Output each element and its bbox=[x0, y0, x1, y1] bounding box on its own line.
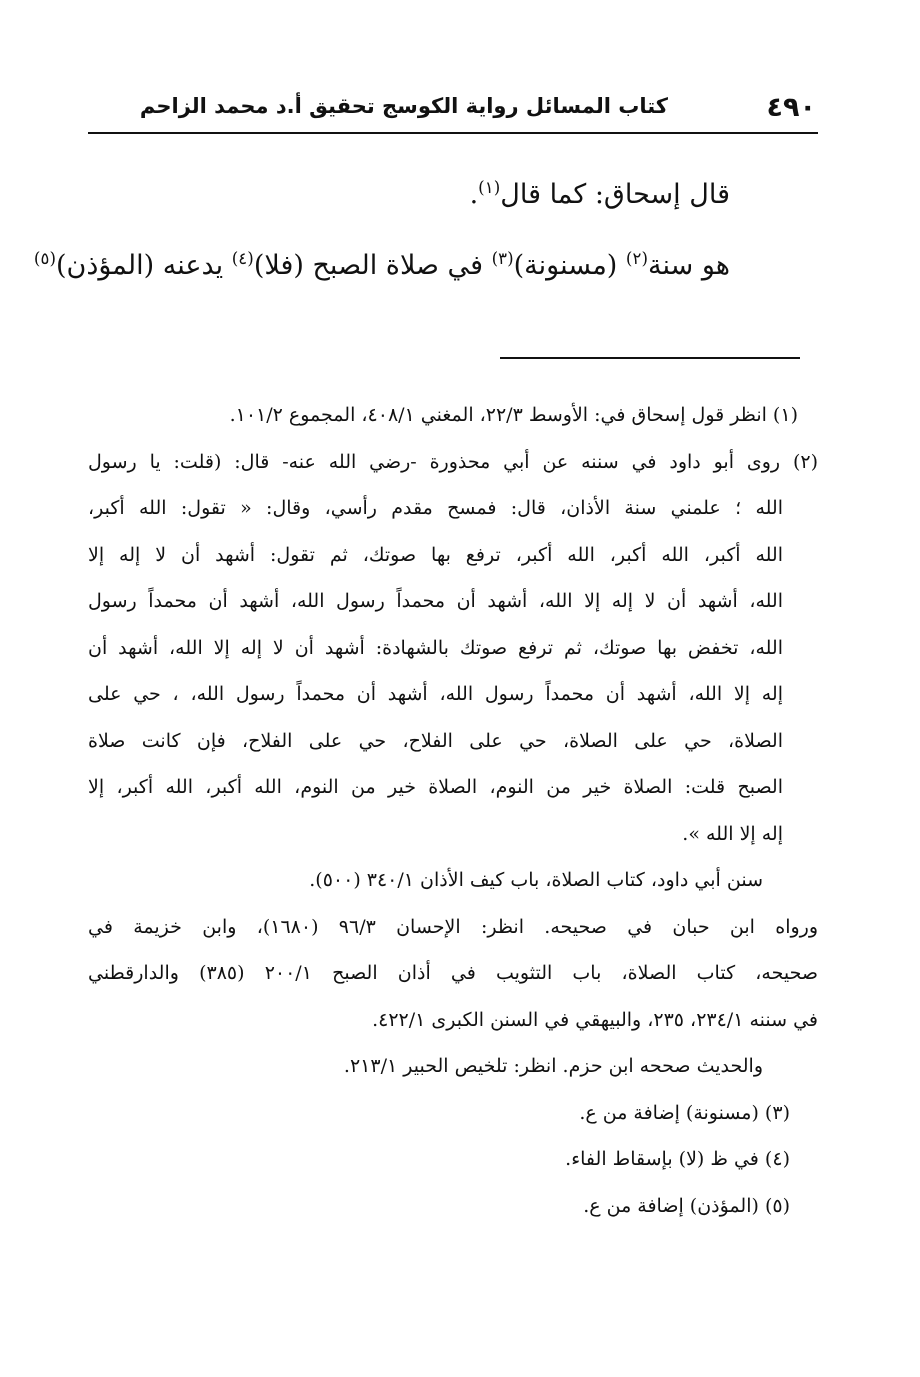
footnote-marker-5: (٥) bbox=[33, 248, 56, 268]
page-number: ٤٩٠ bbox=[766, 92, 816, 123]
footnote-marker-1: (١) bbox=[478, 177, 501, 197]
main-line-2-part-2: (مسنونة) bbox=[513, 250, 626, 281]
main-line-1-text: قال إسحاق: كما قال bbox=[500, 179, 730, 210]
main-line-1 bbox=[90, 176, 730, 214]
main-line-2-part-1: هو سنة bbox=[647, 250, 730, 281]
footnote-2-line: الله، تخفض بها صوتك، ثم ترفع صوتك بالشهادة: أشهد أن لا إله إلا الله، أشهد أن bbox=[88, 636, 783, 659]
footnotes bbox=[88, 392, 818, 1229]
footnote-2-line: الله أكبر، الله أكبر، الله أكبر، ترفع بها صوتك، ثم تقول: أشهد أن لا إله إلا bbox=[88, 543, 783, 566]
main-text bbox=[33, 176, 730, 285]
footnote-marker-3: (٣) bbox=[491, 248, 514, 268]
ibn-hibban-line: صحيحه، كتاب الصلاة، باب التثويب في أذان الصبح ٢٠٠/١ (٣٨٥) والدارقطني bbox=[88, 962, 818, 984]
main-line-2-part-4: يدعنه (المؤذن) bbox=[55, 250, 232, 281]
header-rule bbox=[88, 132, 818, 134]
footnote-2-line: إله إلا الله، أشهد أن محمداً رسول الله، أشهد أن محمداً رسول الله، ، حي على bbox=[88, 683, 783, 705]
footnote-2-line: (٢) روى أبو داود في سننه عن أبي محذورة -رضي الله عنه- قال: (قلت: يا رسول bbox=[88, 450, 818, 473]
main-line-2 bbox=[33, 247, 730, 285]
footnote-separator bbox=[500, 357, 800, 359]
main-line-1-end: . bbox=[469, 179, 479, 210]
footnote-2-line: الصلاة، حي على الصلاة، حي على الفلاح، حي على الفلاح، فإن كانت صلاة bbox=[88, 729, 783, 752]
footnote-marker-2: (٢) bbox=[625, 248, 648, 268]
ibn-hibban-line: في سننه ٢٣٤/١، ٢٣٥، والبيهقي في السنن الكبرى ٤٢٢/١. bbox=[372, 1008, 818, 1031]
footnote-5: (٥) (المؤذن) إضافة من ع. bbox=[583, 1194, 790, 1217]
ibn-hibban-line: ورواه ابن حبان في صحيحه. انظر: الإحسان ٩٦/٣ (١٦٨٠)، وابن خزيمة في bbox=[88, 915, 818, 938]
main-line-2-part-3: في صلاة الصبح (فلا) bbox=[253, 250, 492, 281]
footnote-2-line: الله ؛ علمني سنة الأذان، قال: فمسح مقدم رأسي، وقال: « تقول: الله أكبر، bbox=[88, 497, 783, 519]
ibn-hazm-note: والحديث صححه ابن حزم. انظر: تلخيص الحبير ٢١٣/١. bbox=[343, 1055, 763, 1077]
footnote-4: (٤) في ظ (لا) بإسقاط الفاء. bbox=[565, 1148, 790, 1170]
page-header bbox=[88, 88, 816, 128]
footnote-2-line: إله إلا الله ». bbox=[682, 822, 783, 845]
footnote-3: (٣) (مسنونة) إضافة من ع. bbox=[579, 1101, 790, 1124]
footnote-2-line: الصبح قلت: الصلاة خير من النوم، الصلاة خير من النوم، الله أكبر، الله أكبر، إلا bbox=[88, 776, 783, 798]
running-title: كتاب المسائل رواية الكوسج تحقيق أ.د محمد الزاحم bbox=[139, 94, 668, 118]
footnote-2-line: الله، أشهد أن لا إله إلا الله، أشهد أن محمداً رسول الله، أشهد أن محمداً رسول bbox=[88, 590, 783, 612]
footnote-marker-4: (٤) bbox=[231, 248, 254, 268]
source-abu-dawud: سنن أبي داود، كتاب الصلاة، باب كيف الأذان ٣٤٠/١ (٥٠٠). bbox=[309, 869, 763, 891]
footnote-1: (١) انظر قول إسحاق في: الأوسط ٢٢/٣، المغني ٤٠٨/١، المجموع ١٠١/٢. bbox=[229, 404, 798, 426]
